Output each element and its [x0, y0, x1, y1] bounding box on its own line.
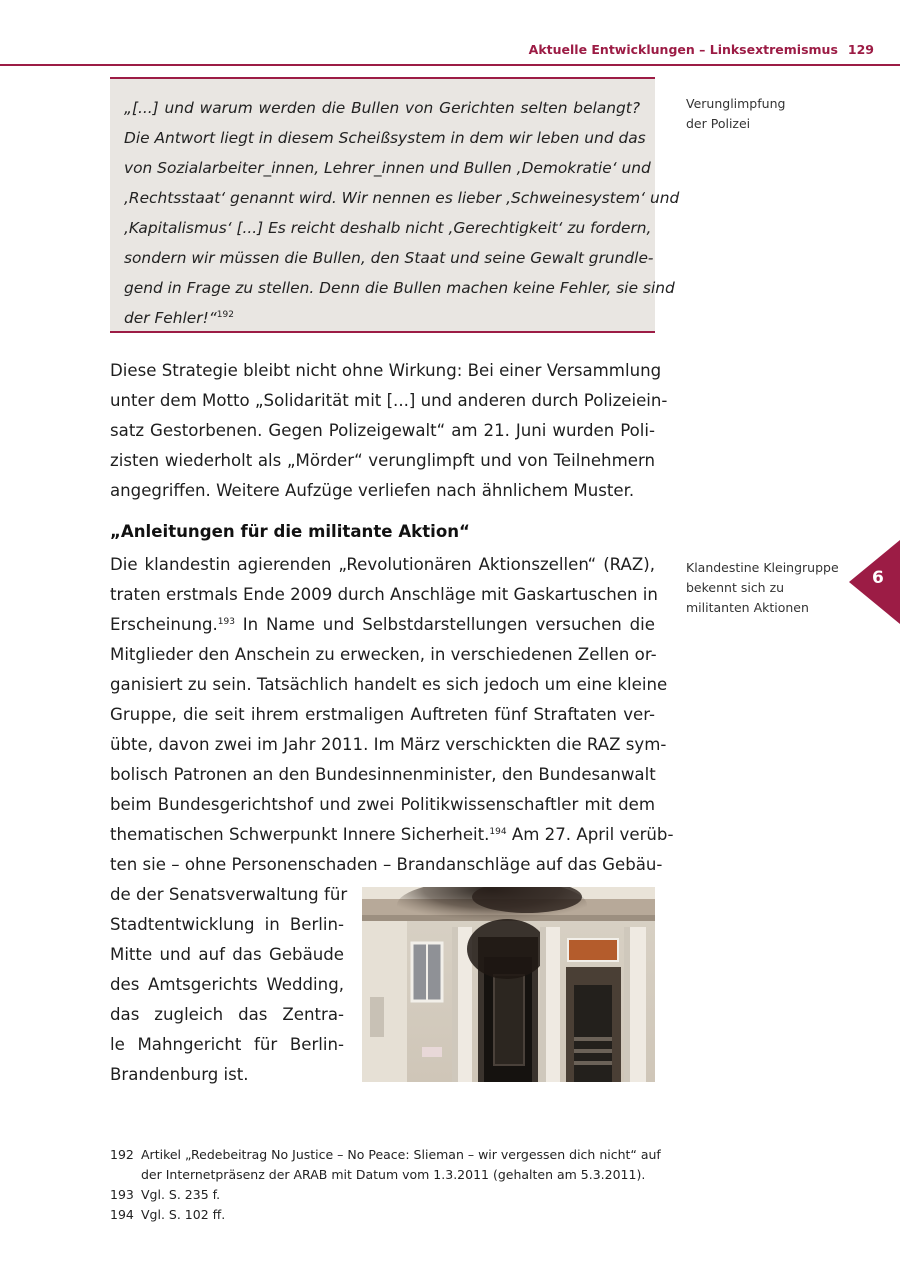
body-line: beim Bundesgerichtshof und zwei Politikwissenschaftler mit dem	[110, 795, 655, 814]
body-line: zisten wiederholt als „Mörder“ verunglimpft und von Teilnehmern	[110, 451, 655, 470]
footnote-194	[110, 1205, 670, 1225]
quote-line: gend in Frage zu stellen. Denn die Bullen machen keine Fehler, sie sind	[124, 279, 675, 297]
section-heading: „Anleitungen für die militante Aktion“	[110, 522, 470, 541]
footnote-193	[110, 1185, 670, 1205]
quote-line	[124, 303, 640, 333]
body-text: Erscheinung.	[110, 615, 218, 634]
body-line	[110, 610, 655, 640]
body-line: übte, davon zwei im Jahr 2011. Im März verschickten die RAZ sym-	[110, 735, 667, 754]
body-line: ganisiert zu sein. Tatsächlich handelt es sich jedoch um eine kleine	[110, 675, 668, 694]
body-line: traten erstmals Ende 2009 durch Anschläge mit Gaskartuschen in	[110, 585, 658, 604]
quote-line: ‚Rechtsstaat‘ genannt wird. Wir nennen es lieber ‚Schweinesystem‘ und	[124, 189, 680, 207]
running-title	[529, 42, 874, 57]
body-line: ten sie – ohne Personenschaden – Brandanschläge auf das Gebäu-	[110, 855, 663, 874]
quote-line: ‚Kapitalismus‘ [...] Es reicht deshalb nicht ‚Gerechtigkeit‘ zu fordern,	[124, 219, 652, 237]
footnote-line: Vgl. S. 235 f.	[141, 1187, 221, 1202]
footnote-text	[141, 1205, 670, 1225]
body-line: Stadtentwicklung in Berlin-	[110, 915, 344, 934]
quote-line: von Sozialarbeiter_innen, Lehrer_innen und Bullen ‚Demokratie‘ und	[124, 159, 651, 177]
quote-text	[124, 93, 680, 333]
margin-note-group	[686, 558, 839, 618]
footnote-ref-194[interactable]: 194	[489, 827, 507, 837]
chapter-number: 6	[872, 568, 884, 588]
body-text: In Name und Selbstdarstellungen versuchen die	[234, 615, 655, 634]
body-line: le Mahngericht für Berlin-	[110, 1035, 344, 1054]
footnote-line: Artikel „Redebeitrag No Justice – No Peace: Slieman – wir vergessen dich nicht“ auf	[141, 1147, 661, 1162]
quote-line: Die Antwort liegt in diesem Scheißsystem in dem wir leben und das	[124, 129, 646, 147]
footnote-line: der Internetpräsenz der ARAB mit Datum vom 1.3.2011 (gehalten am 5.3.2011).	[141, 1167, 646, 1182]
running-header	[0, 38, 900, 66]
margin-note-line: militanten Aktionen	[686, 600, 809, 615]
paragraph-raz-continued	[110, 880, 348, 1090]
body-line: des Amtsgerichts Wedding,	[110, 975, 344, 994]
body-line: Mitglieder den Anschein zu erwecken, in verschiedenen Zellen or-	[110, 645, 657, 664]
quote-line: „[...] und warum werden die Bullen von Gerichten selten belangt?	[124, 99, 640, 117]
body-line: bolisch Patronen an den Bundesinnenminister, den Bundesanwalt	[110, 765, 656, 784]
footnote-number: 192	[110, 1147, 134, 1162]
paragraph-strategy	[110, 356, 668, 506]
footnotes	[110, 1145, 670, 1225]
header-rule	[0, 64, 900, 66]
page-number: 129	[847, 42, 874, 57]
body-line: das zugleich das Zentra-	[110, 1005, 344, 1024]
footnote-192	[110, 1145, 670, 1185]
margin-note-line: Klandestine Kleingruppe	[686, 560, 839, 575]
footnote-number: 193	[110, 1187, 134, 1202]
body-line: satz Gestorbenen. Gegen Polizeigewalt“ am 21. Juni wurden Poli-	[110, 421, 655, 440]
body-line: Mitte und auf das Gebäude	[110, 945, 344, 964]
body-line: Brandenburg ist.	[110, 1065, 249, 1084]
paragraph-raz	[110, 550, 674, 880]
footnote-text	[141, 1145, 670, 1185]
body-line: angegriffen. Weitere Aufzüge verliefen nach ähnlichem Muster.	[110, 481, 635, 500]
footnote-ref-193[interactable]: 193	[217, 617, 235, 627]
margin-note-line: bekennt sich zu	[686, 580, 785, 595]
footnote-number: 194	[110, 1207, 134, 1222]
body-line: Gruppe, die seit ihrem erstmaligen Auftreten fünf Straftaten ver-	[110, 705, 655, 724]
margin-note-police	[686, 94, 785, 134]
running-title-text: Aktuelle Entwicklungen – Linksextremismus	[528, 42, 838, 57]
body-line: de der Senatsverwaltung für	[110, 885, 348, 904]
burned-building-photo	[362, 887, 655, 1082]
footnote-ref-192[interactable]: 192	[216, 310, 234, 320]
body-line	[110, 820, 674, 850]
quote-line: sondern wir müssen die Bullen, den Staat und seine Gewalt grundle-	[124, 249, 654, 267]
body-line: Die klandestin agierenden „Revolutionären Aktionszellen“ (RAZ),	[110, 555, 655, 574]
body-text: thematischen Schwerpunkt Innere Sicherheit.	[110, 825, 490, 844]
footnote-line: Vgl. S. 102 ff.	[141, 1207, 226, 1222]
body-text: Am 27. April verüb-	[506, 825, 674, 844]
quote-box	[110, 77, 680, 333]
body-line: unter dem Motto „Solidarität mit [...] und anderen durch Polizeiein-	[110, 391, 668, 410]
quote-last-text: der Fehler!“	[124, 309, 217, 327]
body-line: Diese Strategie bleibt nicht ohne Wirkung: Bei einer Versammlung	[110, 361, 662, 380]
margin-note-line: der Polizei	[686, 116, 751, 131]
margin-note-line: Verunglimpfung	[686, 96, 786, 111]
footnote-text	[141, 1185, 670, 1205]
